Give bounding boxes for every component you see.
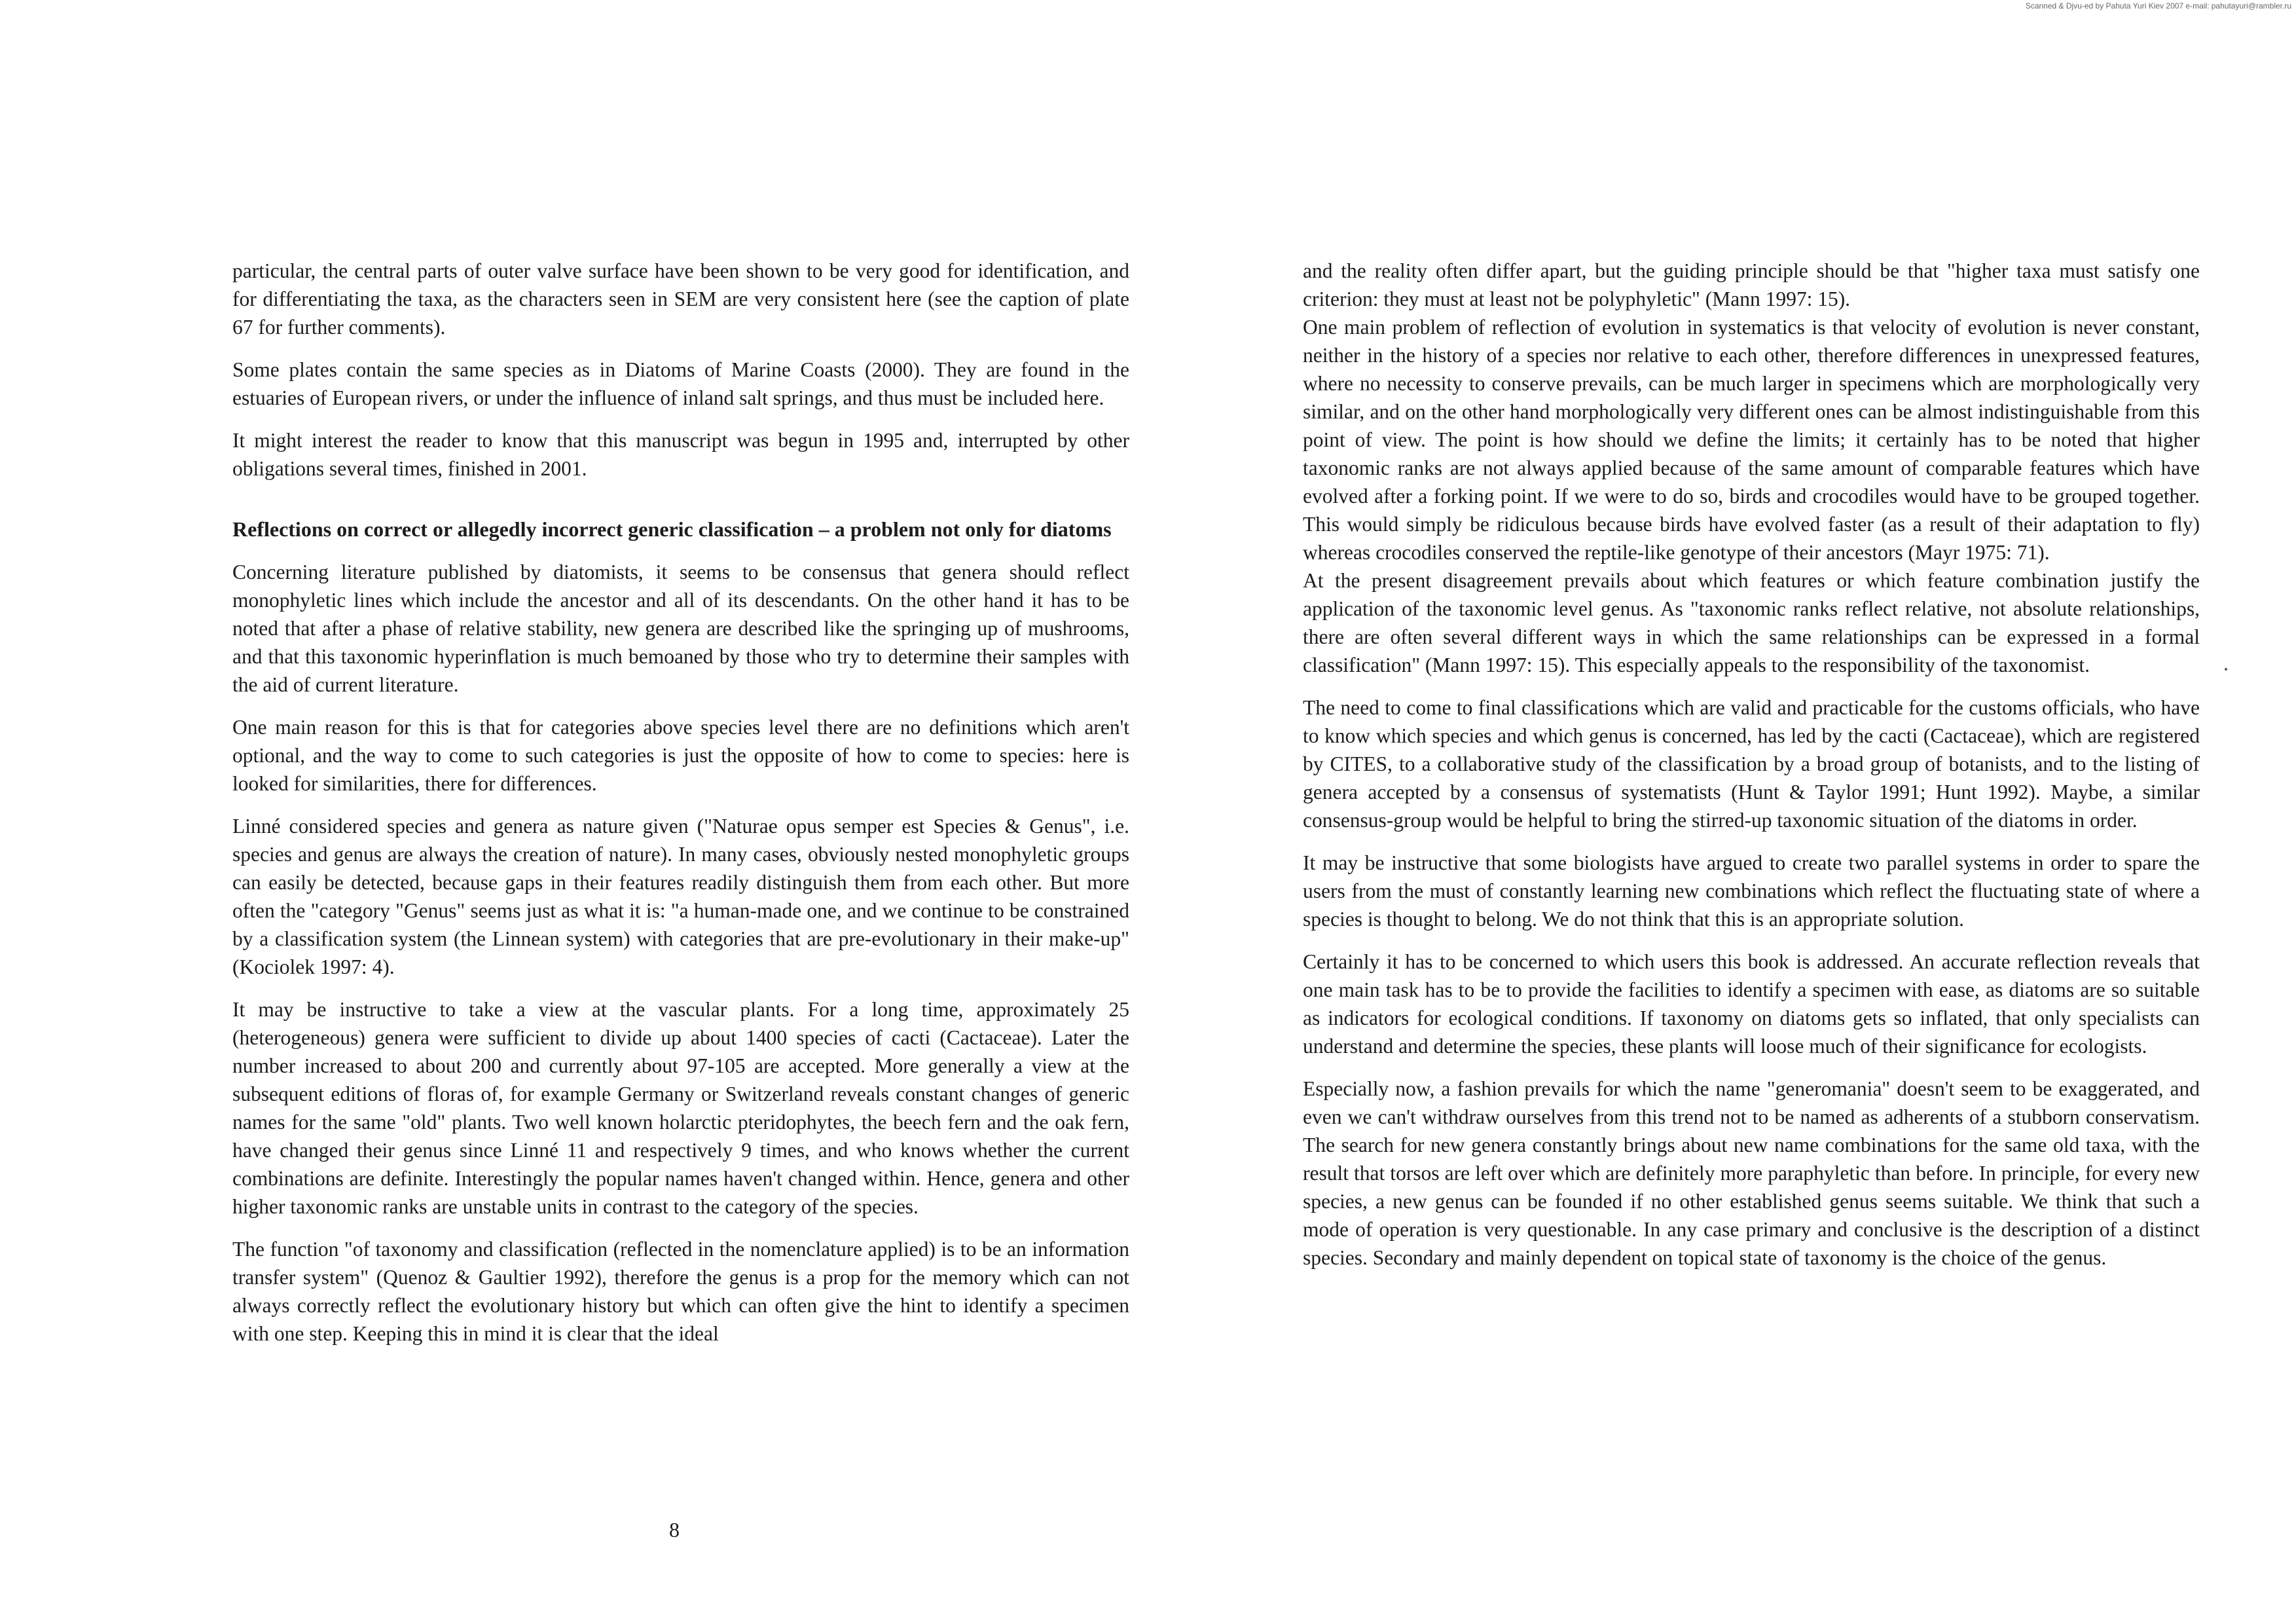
paragraph: Some plates contain the same species as in Diatoms of Marine Coasts (2000). They are found in the estuaries of European rivers, or under the influence of inland salt springs, and thus must be included here.	[232, 358, 1129, 409]
paragraph: Especially now, a fashion prevails for which the name "generomania" doesn't seem to be exaggerated, and even we can't withdraw ourselves from this trend not to be named as adherents of a stubborn conservatism. The search for new genera constantly brings about new name combinations for the same old taxa, with the result that torsos are left over which are definitely more paraphyletic than before. In principle, for every new species, a new genus can be founded if no other established genus seems suitable. We think that such a mode of operation is very questionable. In any case primary and conclusive is the description of a distinct species. Secondary and mainly dependent on topical state of taxonomy is the choice of the genus.	[1303, 1077, 2200, 1269]
paragraph: It may be instructive that some biologists have argued to create two parallel systems in order to spare the users from the must of constantly learning new combinations which reflect the fluctuating state of where a species is thought to belong. We do not think that this is an appropriate solution.	[1303, 851, 2200, 931]
paragraph: Certainly it has to be concerned to which users this book is addressed. An accurate reflection reveals that one main task has to be to provide the facilities to identify a specimen with ease, as diatoms are so suitable as indicators for ecological conditions. If taxonomy on diatoms gets so inflated, that only specialists can understand and determine the species, these plants will loose much of their significance for ecologists.	[1303, 950, 2200, 1058]
page-number: 8	[669, 1518, 680, 1541]
scan-credit: Scanned & Djvu-ed by Pahuta Yuri Kiev 2007 e-mail: pahutayuri@rambler.ru	[2025, 1, 2291, 10]
paragraph: particular, the central parts of outer valve surface have been shown to be very good for identification, and for differentiating the taxa, as the characters seen in SEM are very consistent here (see the caption of plate 67 for further comments).	[232, 259, 1129, 339]
paragraph: At the present disagreement prevails about which features or which feature combination justify the application of the taxonomic level genus. As "taxonomic ranks reflect relative, not absolute relationships, there are often several different ways in which the same relationships can be expressed in a formal classification" (Mann 1997: 15). This especially appeals to the responsibility of the taxonomist.	[1303, 569, 2200, 676]
paragraph: It may be instructive to take a view at the vascular plants. For a long time, approximately 25 (heterogeneous) genera were sufficient to divide up about 1400 species of cacti (Cactaceae). Later the number increased to about 200 and currently about 97-105 are accepted. More generally a view at the subsequent editions of floras of, for example Germany or Switzerland reveals constant changes of generic names for the same "old" plants. Two well known holarctic pteridophytes, the beech fern and the oak fern, have changed their genus since Linné 11 and respectively 9 times, and who knows whether the current combinations are definite. Interestingly the popular names haven't changed within. Hence, genera and other higher taxonomic ranks are unstable units in contrast to the category of the species.	[232, 998, 1129, 1218]
paragraph: Linné considered species and genera as nature given ("Naturae opus semper est Species & Genus", i.e. species and genus are always the creation of nature). In many cases, obviously nested monophyletic groups can easily be detected, because gaps in their features readily distinguish them from each other. But more often the "category "Genus" seems just as what it is: "a human-made one, and we continue to be constrained by a classification system (the Linnean system) with categories that are pre-evolutionary in their make-up" (Kociolek 1997: 4).	[232, 815, 1129, 978]
paragraph: and the reality often differ apart, but the guiding principle should be that "higher taxa must satisfy one criterion: they must at least not be polyphyletic" (Mann 1997: 15).	[1303, 259, 2200, 310]
paragraph: One main reason for this is that for categories above species level there are no definitions which aren't optional, and the way to come to such categories is just the opposite of how to come to species: here is looked for similarities, there for differences.	[232, 716, 1129, 795]
paragraph: It might interest the reader to know that this manuscript was begun in 1995 and, interrupted by other obligations several times, finished in 2001.	[232, 429, 1129, 480]
left-column	[232, 257, 1129, 1362]
section-heading: Reflections on correct or allegedly incorrect generic classification – a problem not only for diatoms	[232, 517, 1112, 541]
right-column	[1303, 257, 2200, 1286]
scan-artifact-dot	[2225, 668, 2227, 671]
paragraph: One main problem of reflection of evolution in systematics is that velocity of evolution is never constant, neither in the history of a species nor relative to each other, therefore differences in unexpressed features, where no necessity to conserve prevails, can be much larger in specimens which are morphologically very similar, and on the other hand morphologically very different ones can be almost indistinguishable from this point of view. The point is how should we define the limits; it certainly has to be noted that higher taxonomic ranks are not always applied because of the same amount of comparable features which have evolved after a forking point. If we were to do so, birds and crocodiles would have to be grouped together. This would simply be ridiculous because birds have evolved faster (as a result of their adaptation to fly) whereas crocodiles conserved the reptile-like genotype of their ancestors (Mayr 1975: 71).	[1303, 316, 2200, 564]
paragraph: Concerning literature published by diatomists, it seems to be consensus that genera should reflect monophyletic lines which include the ancestor and all of its descendants. On the other hand it has to be noted that after a phase of relative stability, new genera are described like the springing up of mushrooms, and that this taxonomic hyperinflation is much bemoaned by those who try to determine their samples with the aid of current literature.	[232, 561, 1129, 696]
paragraph: The need to come to final classifications which are valid and practicable for the customs officials, who have to know which species and which genus is concerned, has led by the cacti (Cactaceae), which are registered by CITES, to a collaborative study of the classification by a broad group of botanists, and to the listing of genera accepted by a consensus of systematists (Hunt & Taylor 1991; Hunt 1992). Maybe, a similar consensus-group would be helpful to bring the stirred-up taxonomic situation of the diatoms in order.	[1303, 696, 2200, 832]
paragraph: The function "of taxonomy and classification (reflected in the nomenclature applied) is to be an information transfer system" (Quenoz & Gaultier 1992), therefore the genus is a prop for the memory which can not always correctly reflect the evolutionary history but which can often give the hint to identify a specimen with one step. Keeping this in mind it is clear that the ideal	[232, 1238, 1129, 1345]
